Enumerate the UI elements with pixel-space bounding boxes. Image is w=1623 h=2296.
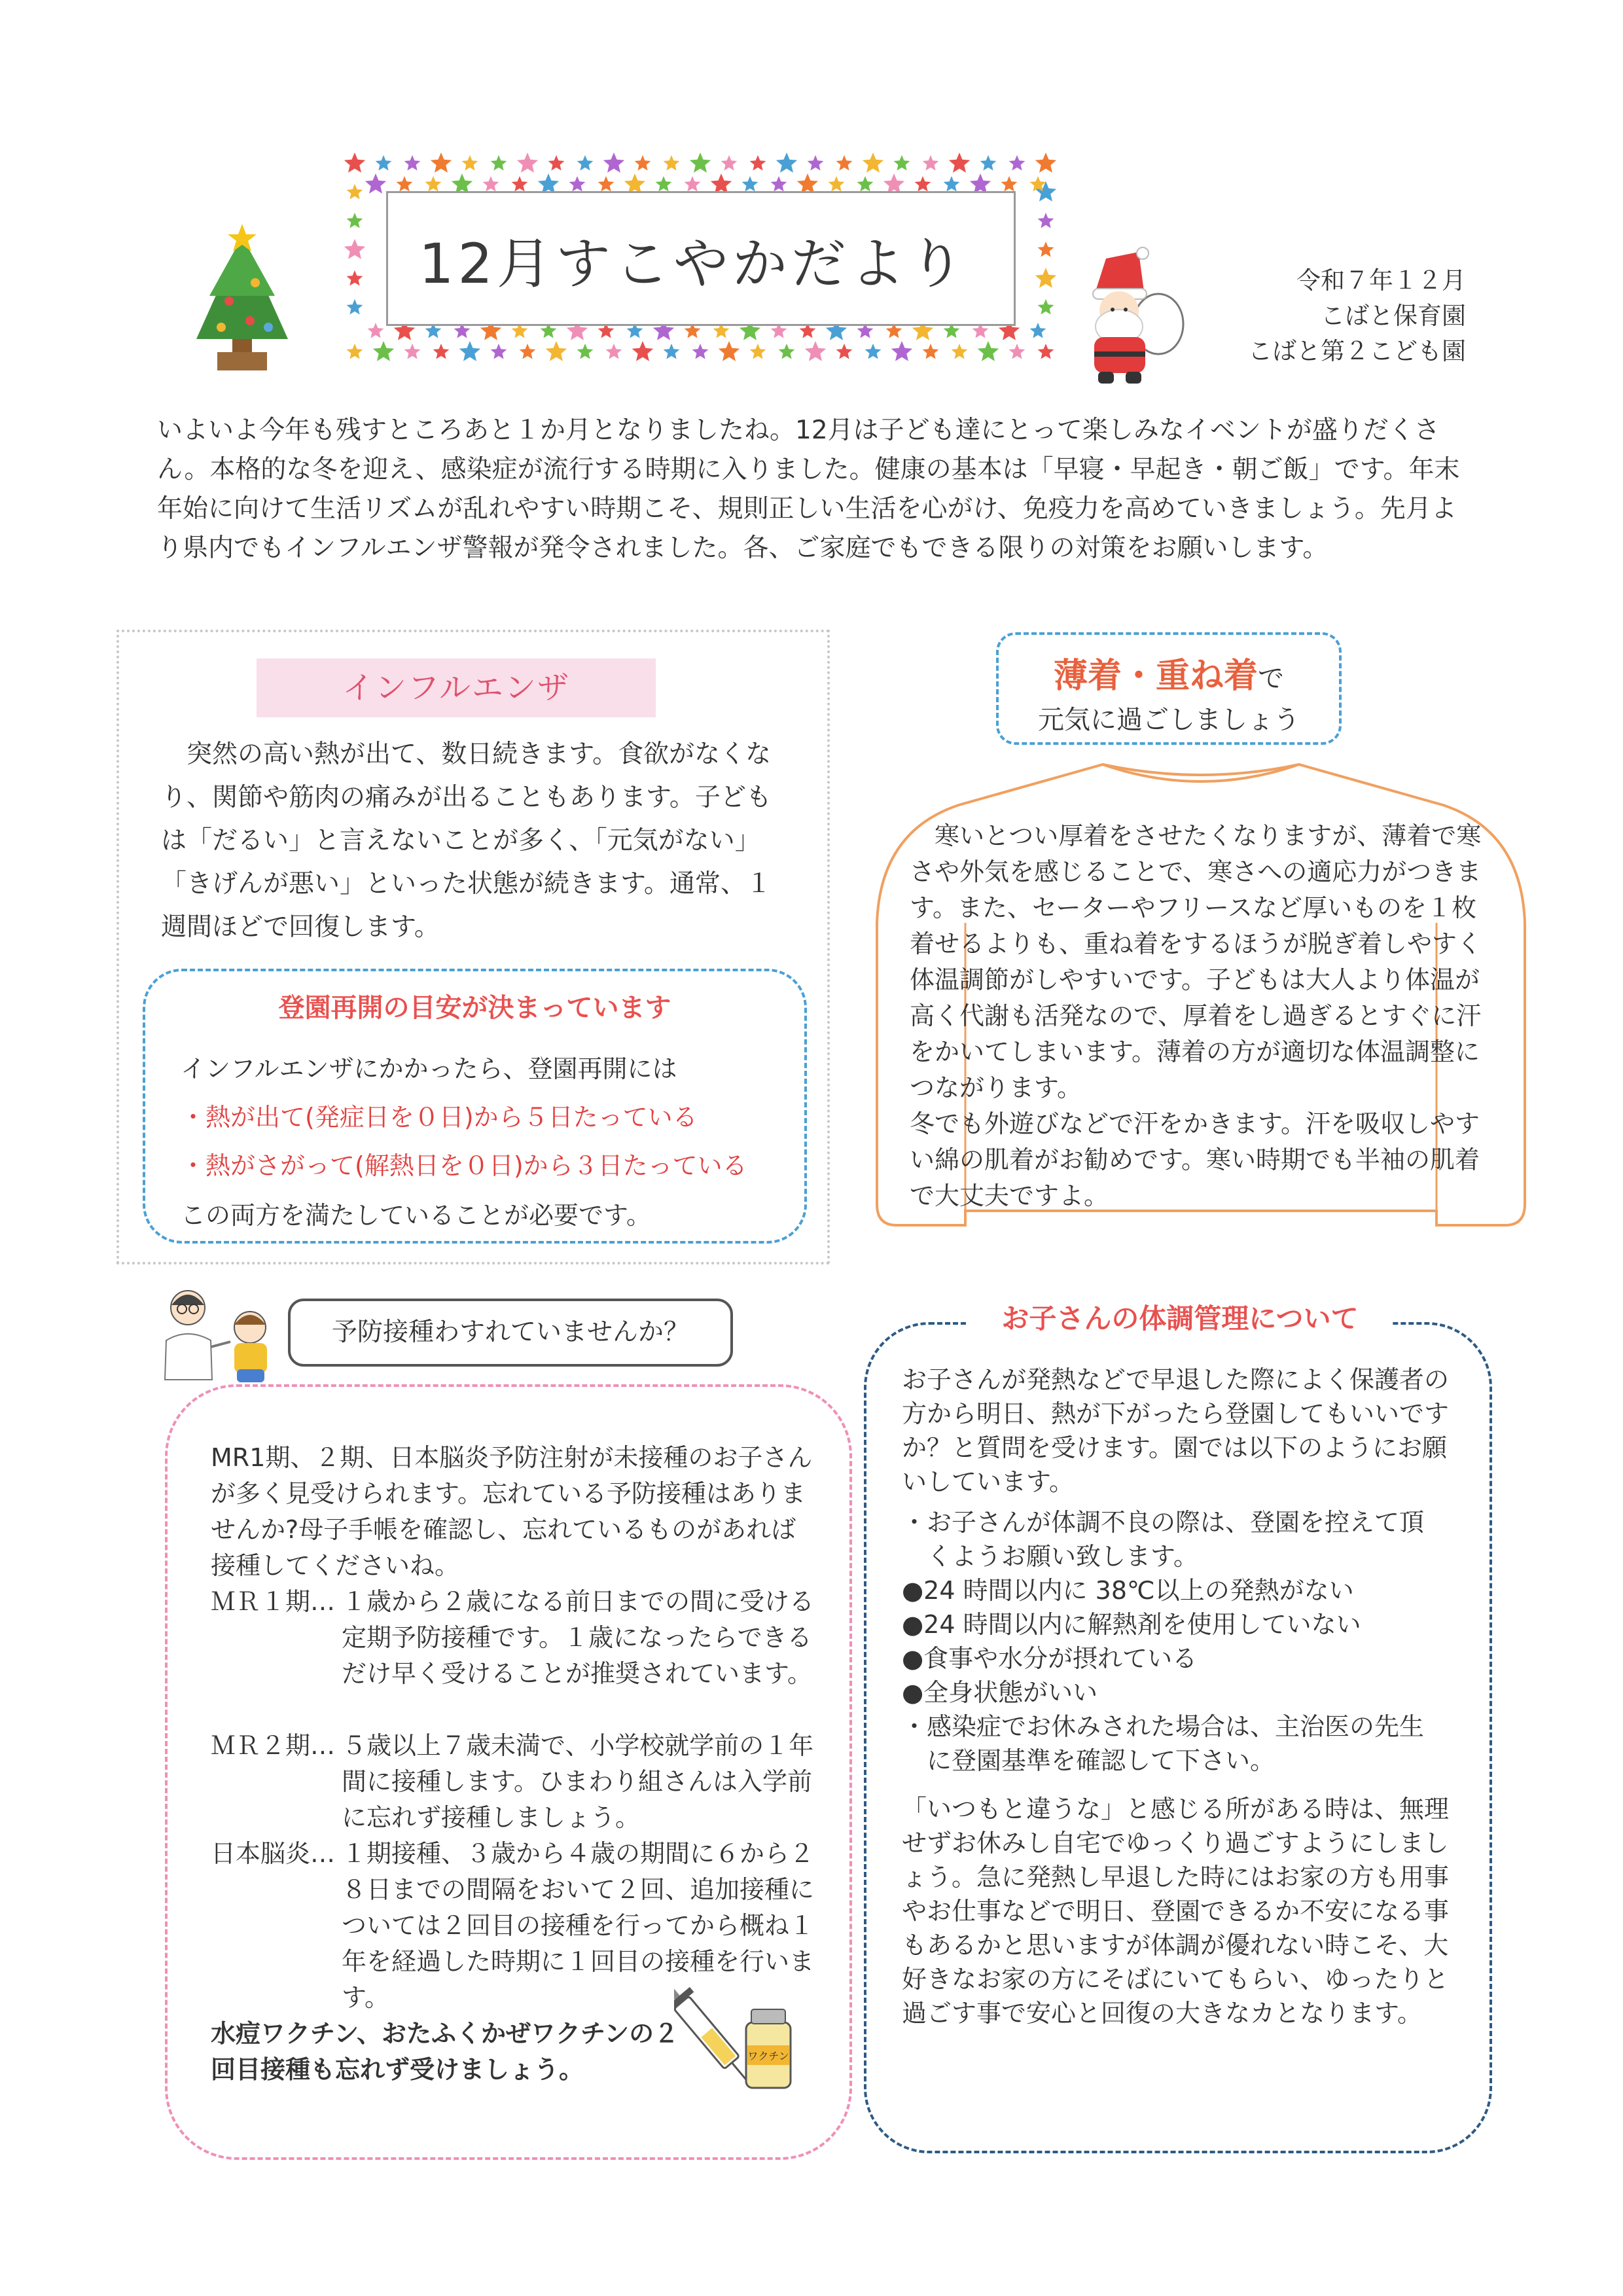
health-bullet: ●24 時間以内に解熱剤を使用していない bbox=[902, 1610, 1361, 1639]
influenza-text-body: 突然の高い熱が出て、数日続きます。食欲がなくなり、関節や筋肉の痛みが出ることもあります。子どもは「だるい」と言えないことが多く、「元気がない」「きげんが悪い」といった状態が続きます。通常、１週間ほどで回復します。 bbox=[161, 740, 772, 942]
star-decoration bbox=[404, 344, 421, 359]
vaccine-description: １期接種、３歳から４歳の期間に６から２８日までの間隔をおいて２回、追加接種については２回目の接種を行ってから概ね１年を経過した時期に１回目の接種を行います。 bbox=[342, 1839, 815, 2012]
star-decoration bbox=[952, 344, 968, 359]
star-decoration bbox=[365, 173, 386, 194]
school-name: こばと保育園 bbox=[1321, 302, 1466, 330]
star-decoration bbox=[949, 152, 970, 173]
star-decoration bbox=[344, 152, 365, 173]
santa-icon bbox=[1067, 245, 1185, 386]
star-decoration bbox=[344, 239, 365, 259]
clothing-heading-strong: 薄着・重ね着 bbox=[1053, 656, 1258, 696]
star-decoration bbox=[664, 344, 680, 359]
star-decoration bbox=[546, 341, 567, 361]
star-decoration bbox=[347, 213, 363, 228]
star-decoration bbox=[548, 155, 565, 171]
star-decoration bbox=[425, 176, 442, 192]
star-decoration bbox=[944, 176, 960, 192]
issue-date: 令和７年１２月 bbox=[1296, 266, 1466, 295]
star-decoration bbox=[656, 176, 672, 192]
star-decoration bbox=[719, 341, 740, 361]
star-decoration bbox=[891, 341, 912, 361]
star-decoration bbox=[347, 184, 363, 200]
star-decoration bbox=[857, 176, 874, 192]
reopen-heading: 登園再開の目安が決まっています bbox=[278, 993, 671, 1023]
health-bullet: ●24 時間以内に 38℃以上の発熱がない bbox=[902, 1576, 1354, 1605]
health-closing: 「いつもと違うな」と感じる所がある時は、無理せずお休みし自宅でゆっくり過ごすようにしましょう。急に発熱し早退した時にはお家の方も用事やお仕事などで明日、登園できるか不安になる事もあるかと思いますが体調が優れない時こそ、大好きなお家の方にそばにいてもらい、ゆったりと過ごす事で安心と回復の大きなカとなります。 bbox=[902, 1795, 1450, 2028]
star-decoration bbox=[692, 344, 709, 359]
star-decoration bbox=[517, 152, 538, 173]
clothing-text-2: 冬でも外遊びなどで汗をかきます。汗を吸収しやすい綿の肌着がお勧めです。寒い時期でも半袖の肌着で大丈夫ですよ。 bbox=[910, 1109, 1480, 1210]
star-decoration bbox=[721, 155, 738, 171]
star-decoration bbox=[779, 344, 795, 359]
star-decoration bbox=[894, 155, 910, 171]
star-decoration bbox=[750, 344, 766, 359]
star-decoration bbox=[829, 176, 845, 192]
vaccination-note: 水痘ワクチン、おたふくかぜワクチンの２回目接種も忘れず受けましょう。 bbox=[211, 2019, 679, 2084]
reopen-lead: インフルエンザにかかったら、登園再開には bbox=[181, 1054, 677, 1083]
star-decoration bbox=[750, 155, 766, 171]
vial-label: ワクチン bbox=[747, 2050, 789, 2062]
star-decoration bbox=[1038, 299, 1054, 315]
health-item-cont: に登園基準を確認して下さい。 bbox=[927, 1746, 1275, 1775]
doctor-child-icon bbox=[152, 1282, 289, 1386]
star-decoration bbox=[431, 152, 452, 173]
clothing-subheading: 元気に過ごしましょう bbox=[1038, 705, 1300, 735]
star-decoration bbox=[598, 176, 615, 192]
star-decoration bbox=[923, 155, 939, 171]
star-decoration bbox=[1009, 344, 1026, 359]
syringe-vial-icon bbox=[674, 1964, 798, 2094]
star-decoration bbox=[404, 155, 421, 171]
star-decoration bbox=[1030, 323, 1046, 338]
health-bullet: ●全身状態がいい bbox=[902, 1678, 1098, 1707]
vaccine-label: ＭＲ２期… bbox=[211, 1731, 336, 1760]
star-decoration bbox=[569, 176, 586, 192]
star-decoration bbox=[483, 176, 499, 192]
vaccine-label: ＭＲ１期… bbox=[211, 1587, 336, 1616]
star-decoration bbox=[1038, 213, 1054, 228]
star-decoration bbox=[433, 344, 450, 359]
christmas-tree-icon bbox=[177, 223, 308, 373]
star-decoration bbox=[863, 152, 883, 173]
health-item-cont: くようお願い致します。 bbox=[927, 1542, 1198, 1571]
star-decoration bbox=[1001, 176, 1018, 192]
vaccine-description: ５歳以上７歳未満で、小学校就学前の１年間に接種します。ひまわり組さんは入学前に忘れず接種しましょう。 bbox=[342, 1731, 814, 1832]
star-decoration bbox=[347, 299, 363, 315]
reopen-footnote: この両方を満たしていることが必要です。 bbox=[181, 1201, 651, 1230]
star-decoration bbox=[376, 155, 392, 171]
star-decoration bbox=[808, 155, 824, 171]
star-decoration bbox=[865, 344, 882, 359]
star-decoration bbox=[1035, 152, 1056, 173]
star-decoration bbox=[915, 176, 931, 192]
star-decoration bbox=[1035, 268, 1056, 288]
star-decoration bbox=[491, 155, 507, 171]
star-decoration bbox=[1038, 344, 1054, 359]
star-decoration bbox=[685, 176, 701, 192]
star-decoration bbox=[836, 155, 853, 171]
star-decoration bbox=[1038, 242, 1054, 257]
star-decoration bbox=[373, 341, 394, 361]
health-heading: お子さんの体調管理について bbox=[967, 1289, 1393, 1348]
star-decoration bbox=[459, 341, 480, 361]
star-decoration bbox=[347, 270, 363, 286]
page-title: 12月すこやかだより bbox=[419, 232, 968, 296]
star-decoration bbox=[635, 155, 651, 171]
reopen-condition: ・熱が出て(発症日を０日)から５日たっている bbox=[181, 1103, 698, 1132]
star-decoration bbox=[836, 344, 853, 359]
star-decoration bbox=[603, 152, 624, 173]
vaccination-intro: MR1期、２期、日本脳炎予防注射が未接種のお子さんが多く見受けられます。忘れている予防接種はありませんか?母子手帳を確認し、忘れているものがあれば接種してくださいね。 bbox=[211, 1443, 813, 1580]
health-item: ・お子さんが体調不良の際は、登園を控えて頂 bbox=[902, 1508, 1425, 1537]
star-decoration bbox=[690, 152, 711, 173]
clothing-heading-tail: で bbox=[1258, 664, 1284, 694]
star-decoration bbox=[577, 155, 594, 171]
star-decoration bbox=[1009, 155, 1026, 171]
star-decoration bbox=[347, 344, 363, 359]
influenza-text bbox=[161, 733, 796, 949]
star-decoration bbox=[577, 344, 594, 359]
star-decoration bbox=[491, 344, 507, 359]
star-decoration bbox=[520, 344, 536, 359]
vaccination-heading: 予防接種わすれていませんか？ bbox=[288, 1299, 733, 1367]
intro-paragraph: いよいよ今年も残すところあと１か月となりましたね。12月は子ども達にとって楽しみなイベントが盛りだくさん。本格的な冬を迎え、感染症が流行する時期に入りました。健康の基本は「早寝・早起き・朝ご飯」です。年末年始に向けて生活リズムが乱れやすい時期こそ、規則正しい生活を心がけ、免疫力を高めていきましょう。先月より県内でもインフルエンザ警報が発令されました。各、ご家庭でもできる限りの対策をお願いします。 bbox=[157, 416, 1460, 563]
star-decoration bbox=[771, 176, 787, 192]
school-name-2: こばと第２こども園 bbox=[1248, 337, 1466, 365]
health-item: ・感染症でお休みされた場合は、主治医の先生 bbox=[902, 1712, 1425, 1741]
clothing-heading bbox=[996, 648, 1342, 697]
health-bullet: ●食事や水分が摂れている bbox=[902, 1644, 1198, 1673]
star-decoration bbox=[805, 341, 826, 361]
star-decoration bbox=[923, 344, 939, 359]
influenza-heading: インフルエンザ bbox=[257, 658, 656, 717]
clothing-text-1: 寒いとつい厚着をさせたくなりますが、薄着で寒さや外気を感じることで、寒さへの適応力がつきます。また、セーターやフリースなど厚いものを１枚着せるよりも、重ね着をするほうが脱ぎ着しやすく体温調節がしやすいです。子どもは大人より体温が高く代謝も活発なので、厚着をし過ぎるとすぐに汗をかいてしまいます。薄着の方が適切な体温調整につながります。 bbox=[910, 821, 1482, 1102]
health-intro: お子さんが発熱などで早退した際によく保護者の方から明日、熱が下がったら登園してもいいですか？と質問を受けます。園では以下のようにお願いしています。 bbox=[902, 1365, 1450, 1496]
star-decoration bbox=[397, 176, 413, 192]
vaccine-label: 日本脳炎… bbox=[211, 1839, 336, 1868]
star-decoration bbox=[742, 176, 758, 192]
star-decoration bbox=[978, 341, 999, 361]
star-decoration bbox=[664, 155, 680, 171]
star-decoration bbox=[368, 323, 384, 338]
star-decoration bbox=[632, 341, 653, 361]
health-list bbox=[902, 1505, 1465, 1778]
vaccine-description: １歳から２歳になる前日までの間に受ける定期予防接種です。１歳になったらできるだけ早く受けることが推奨されています。 bbox=[342, 1587, 815, 1688]
star-decoration bbox=[512, 176, 528, 192]
star-decoration bbox=[776, 152, 797, 173]
reopen-condition: ・熱がさがって(解熱日を０日)から３日たっている bbox=[181, 1151, 747, 1180]
star-decoration bbox=[980, 155, 997, 171]
star-decoration bbox=[606, 344, 622, 359]
clothing-text bbox=[910, 818, 1492, 1214]
star-decoration bbox=[462, 155, 478, 171]
